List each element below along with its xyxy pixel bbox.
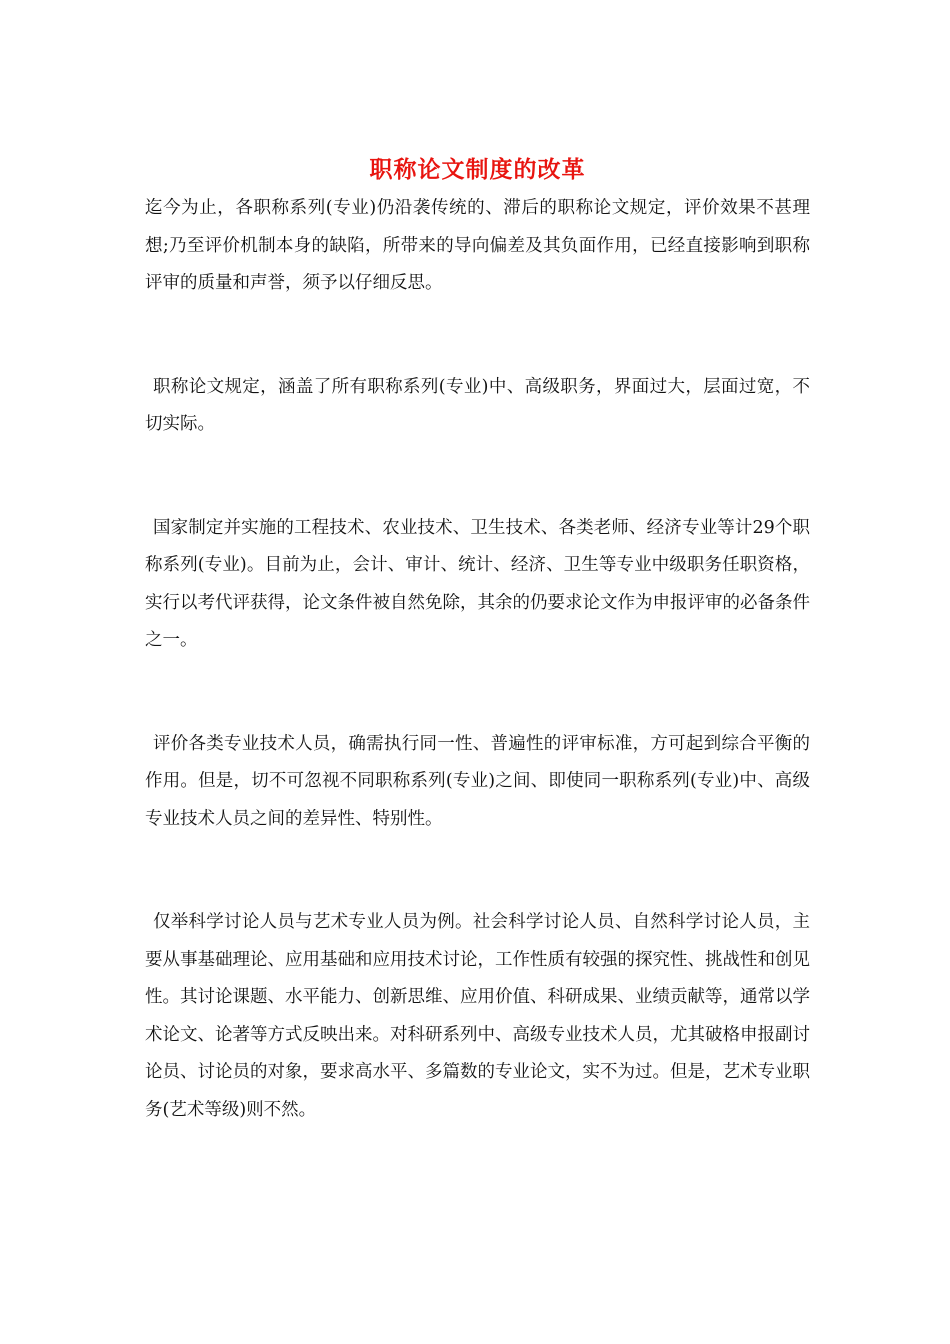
paragraph-5: 仅举科学讨论人员与艺术专业人员为例。社会科学讨论人员、自然科学讨论人员，主要从事基础理论、应用基础和应用技术讨论，工作性质有较强的探究性、挑战性和创见性。其讨论课题、水平能力、创新思维、应用价值、科研成果、业绩贡献等，通常以学术论文、论著等方式反映出来。对科研系列中、高级专业技术人员，尤其破格申报副讨论员、讨论员的对象，要求高水平、多篇数的专业论文，实不为过。但是，艺术专业职务(艺术等级)则不然。: [145, 912, 810, 1120]
paragraph-3: 国家制定并实施的工程技术、农业技术、卫生技术、各类老师、经济专业等计29个职称系列(专业)。目前为止，会计、审计、统计、经济、卫生等专业中级职务任职资格，实行以考代评获得，论文条件被自然免除，其余的仍要求论文作为申报评审的必备条件之一。: [145, 517, 810, 650]
paragraph-spacer: [145, 444, 810, 510]
paragraph-4: 评价各类专业技术人员，确需执行同一性、普遍性的评审标准，方可起到综合平衡的作用。但是，切不可忽视不同职称系列(专业)之间、即使同一职称系列(专业)中、高级专业技术人员之间的差异性、特别性。: [145, 733, 810, 829]
paragraph-1: 迄今为止，各职称系列(专业)仍沿袭传统的、滞后的职称论文规定，评价效果不甚理想;乃至评价机制本身的缺陷，所带来的导向偏差及其负面作用，已经直接影响到职称评审的质量和声誉，须予以仔细反思。: [145, 198, 810, 293]
paragraph-spacer: [145, 660, 810, 726]
paragraph-2: 职称论文规定，涵盖了所有职称系列(专业)中、高级职务，界面过大，层面过宽，不切实际。: [145, 376, 810, 434]
document-title: 职称论文制度的改革: [369, 157, 586, 183]
paragraph-spacer: [145, 303, 810, 369]
paragraph-spacer: [145, 838, 810, 904]
